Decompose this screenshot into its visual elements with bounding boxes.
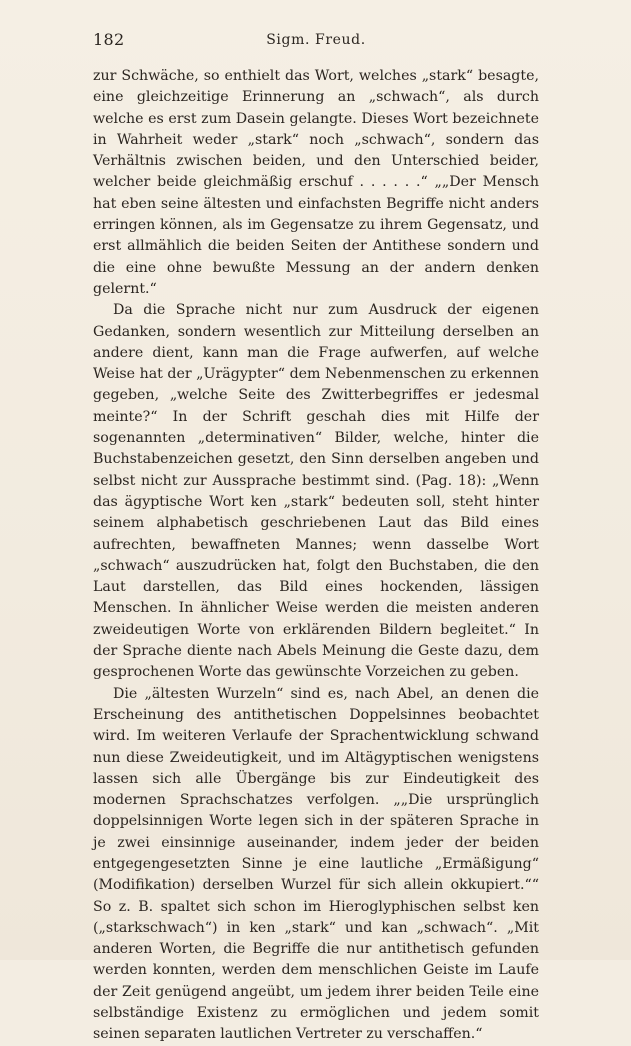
paragraph-continued: zur Schwäche, so enthielt das Wort, welches „stark“ besagte, eine gleichzeitige Erinnerung an „schwach“, als durch welche es erst zum Dasein gelangte. Dieses Wort bezeichnete in Wahrheit weder „stark“ noch „schwach“, sondern das Verhältnis zwischen beiden, und den Unterschied beider, welcher beide gleichmäßig erschuf . . . . . .“ „„Der Mensch hat eben seine ältesten und einfachsten Begriffe nicht anders erringen können, als im Gegensatze zu ihrem Gegensatz, und erst allmählich die beiden Seiten der Antithese sondern und die eine ohne bewußte Messung an der andern denken gelernt.“ <box>93 68 539 297</box>
paragraph-oldest-roots: Die „ältesten Wurzeln“ sind es, nach Abel, an denen die Erscheinung des antithetischen Doppelsinnes beobachtet wird. Im weiteren Verlaufe der Sprachentwicklung schwand nun diese Zweideutigkeit, und im Altägyptischen wenigstens lassen sich alle Übergänge bis zur Eindeutigkeit des modernen Sprachschatzes verfolgen. „„Die ursprünglich doppelsinnigen Worte legen sich in der späteren Sprache in je zwei einsinnige auseinander, indem jeder der beiden entgegengesetzten Sinne je eine lautliche „Ermäßigung“ (Modifikation) derselben Wurzel für sich allein okkupiert.““ So z. B. spaltet sich schon im Hieroglyphischen selbst ken („starkschwach“) in ken „stark“ und kan „schwach“. „Mit anderen Worten, die Begriffe die nur antithetisch gefunden werden konnten, werden dem menschlichen Geiste im Laufe der Zeit genügend angeübt, um jedem ihrer beiden Teile eine selbständige Existenz zu ermöglichen und jedem somit seinen separaten lautlichen Vertreter zu verschaffen.“ <box>93 685 539 1043</box>
body-text <box>93 66 539 1046</box>
running-head <box>93 30 539 54</box>
paragraph-language-communication: Da die Sprache nicht nur zum Ausdruck der eigenen Gedanken, sondern wesentlich zur Mitteilung derselben an andere dient, kann man die Frage aufwerfen, auf welche Weise hat der „Urägypter“ dem Nebenmenschen zu erkennen gegeben, „welche Seite des Zwitterbegriffes er jedesmal meinte?“ In der Schrift geschah dies mit Hilfe der sogenannten „determinativen“ Bilder, welche, hinter die Buchstabenzeichen gesetzt, den Sinn derselben angeben und selbst nicht zur Aussprache bestimmt sind. (Pag. 18): „Wenn das ägyptische Wort ken „stark“ bedeuten soll, steht hinter seinem alphabetisch geschriebenen Laut das Bild eines aufrechten, bewaffneten Mannes; wenn dasselbe Wort „schwach“ auszudrücken hat, folgt den Buchstaben, die den Laut darstellen, das Bild eines hockenden, lässigen Menschen. In ähnlicher Weise werden die meisten anderen zweideutigen Worte von erklärenden Bildern begleitet.“ In der Sprache diente nach Abels Meinung die Geste dazu, dem gesprochenen Worte das gewünschte Vorzeichen zu geben. <box>93 302 539 681</box>
page-number: 182 <box>93 30 125 49</box>
running-title: Sigm. Freud. <box>266 32 366 48</box>
